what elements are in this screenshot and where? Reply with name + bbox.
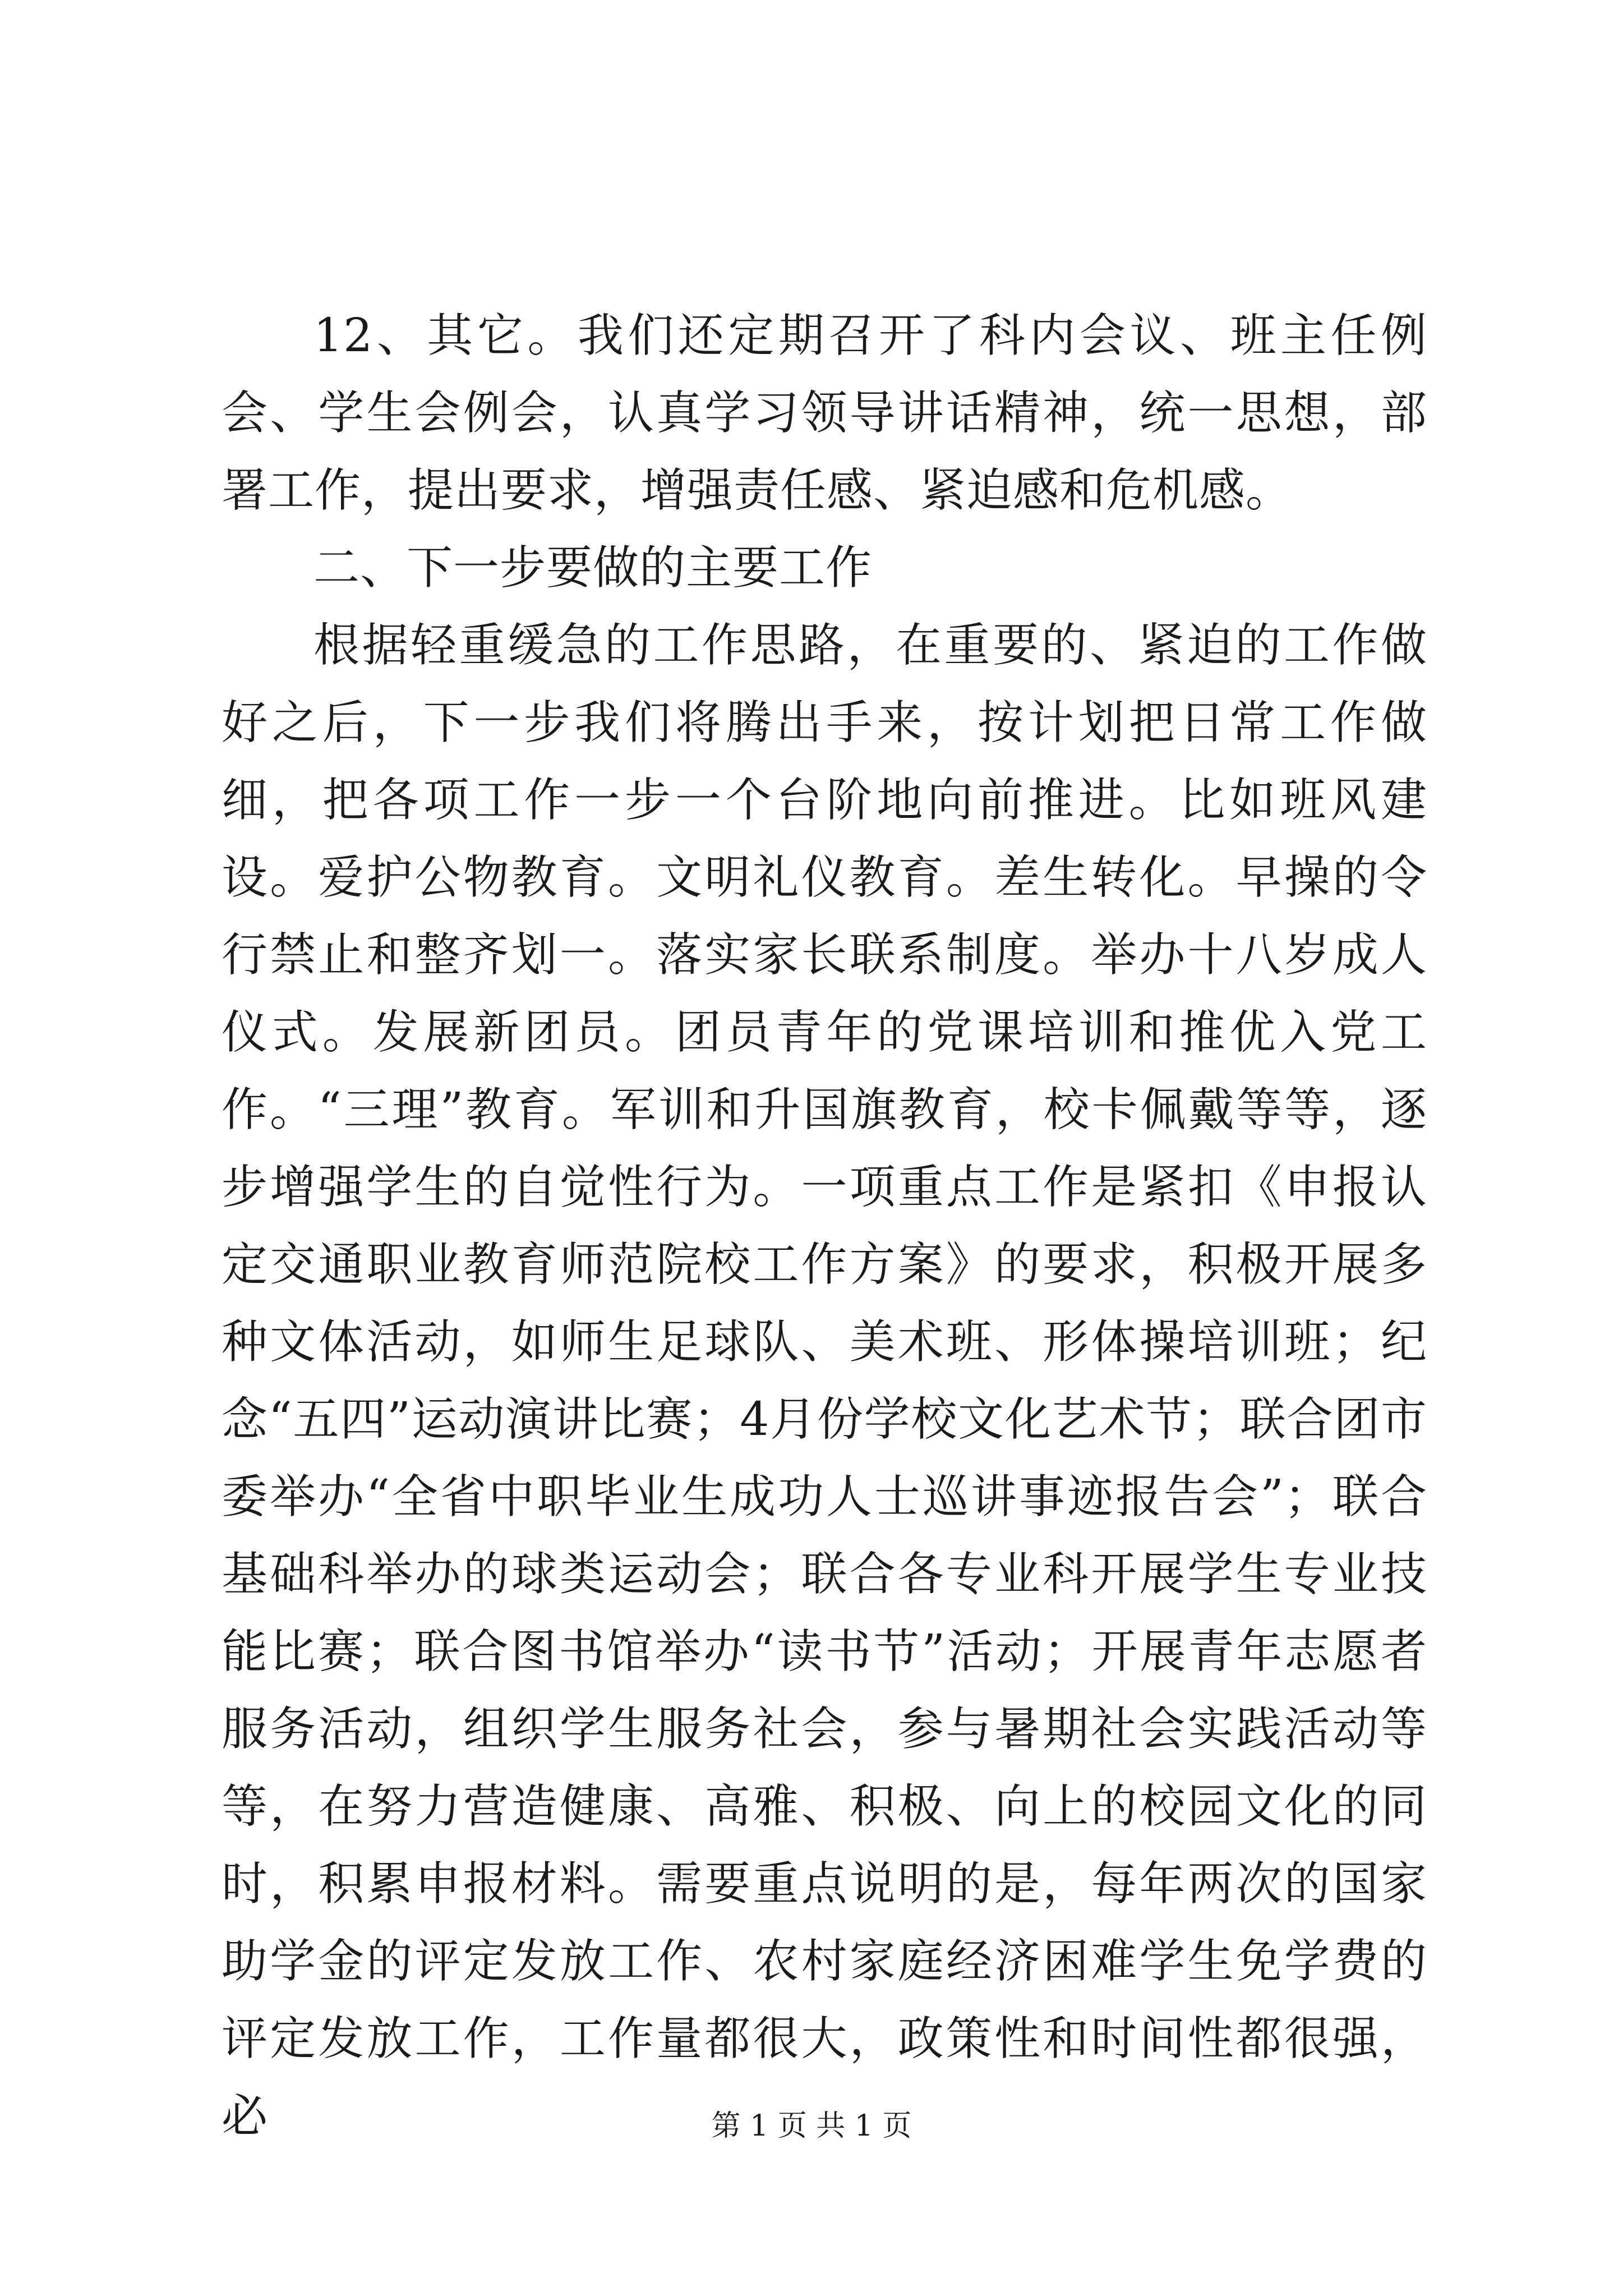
paragraph-other-work: 12、其它。我们还定期召开了科内会议、班主任例会、学生会例会，认真学习领导讲话精神，统一思想，部署工作，提出要求，增强责任感、紧迫感和危机感。 — [222, 309, 1427, 517]
document-body — [222, 297, 1427, 2155]
paragraph-next-steps-detail: 根据轻重缓急的工作思路，在重要的、紧迫的工作做好之后，下一步我们将腾出手来，按计划把日常工作做细，把各项工作一步一个台阶地向前推进。比如班风建设。爱护公物教育。文明礼仪教育。差生转化。早操的令行禁止和整齐划一。落实家长联系制度。举办十八岁成人仪式。发展新团员。团员青年的党课培训和推优入党工作。“三理”教育。军训和升国旗教育，校卡佩戴等等，逐步增强学生的自觉性行为。一项重点工作是紧扣《申报认定交通职业教育师范院校工作方案》的要求，积极开展多种文体活动，如师生足球队、美术班、形体操培训班；纪念“五四”运动演讲比赛；4月份学校文化艺术节；联合团市委举办“全省中职毕业生成功人士巡讲事迹报告会”；联合基础科举办的球类运动会；联合各专业科开展学生专业技能比赛；联合图书馆举办“读书节”活动；开展青年志愿者服务活动，组织学生服务社会，参与暑期社会实践活动等等，在努力营造健康、高雅、积极、向上的校园文化的同时，积累申报材料。需要重点说明的是，每年两次的国家助学金的评定发放工作、农村家庭经济困难学生免学费的评定发放工作，工作量都很大，政策性和时间性都很强，必 — [222, 619, 1427, 2143]
page-footer: 第 1 页 共 1 页 — [711, 2109, 912, 2143]
section-heading-next-steps: 二、下一步要做的主要工作 — [313, 541, 873, 595]
